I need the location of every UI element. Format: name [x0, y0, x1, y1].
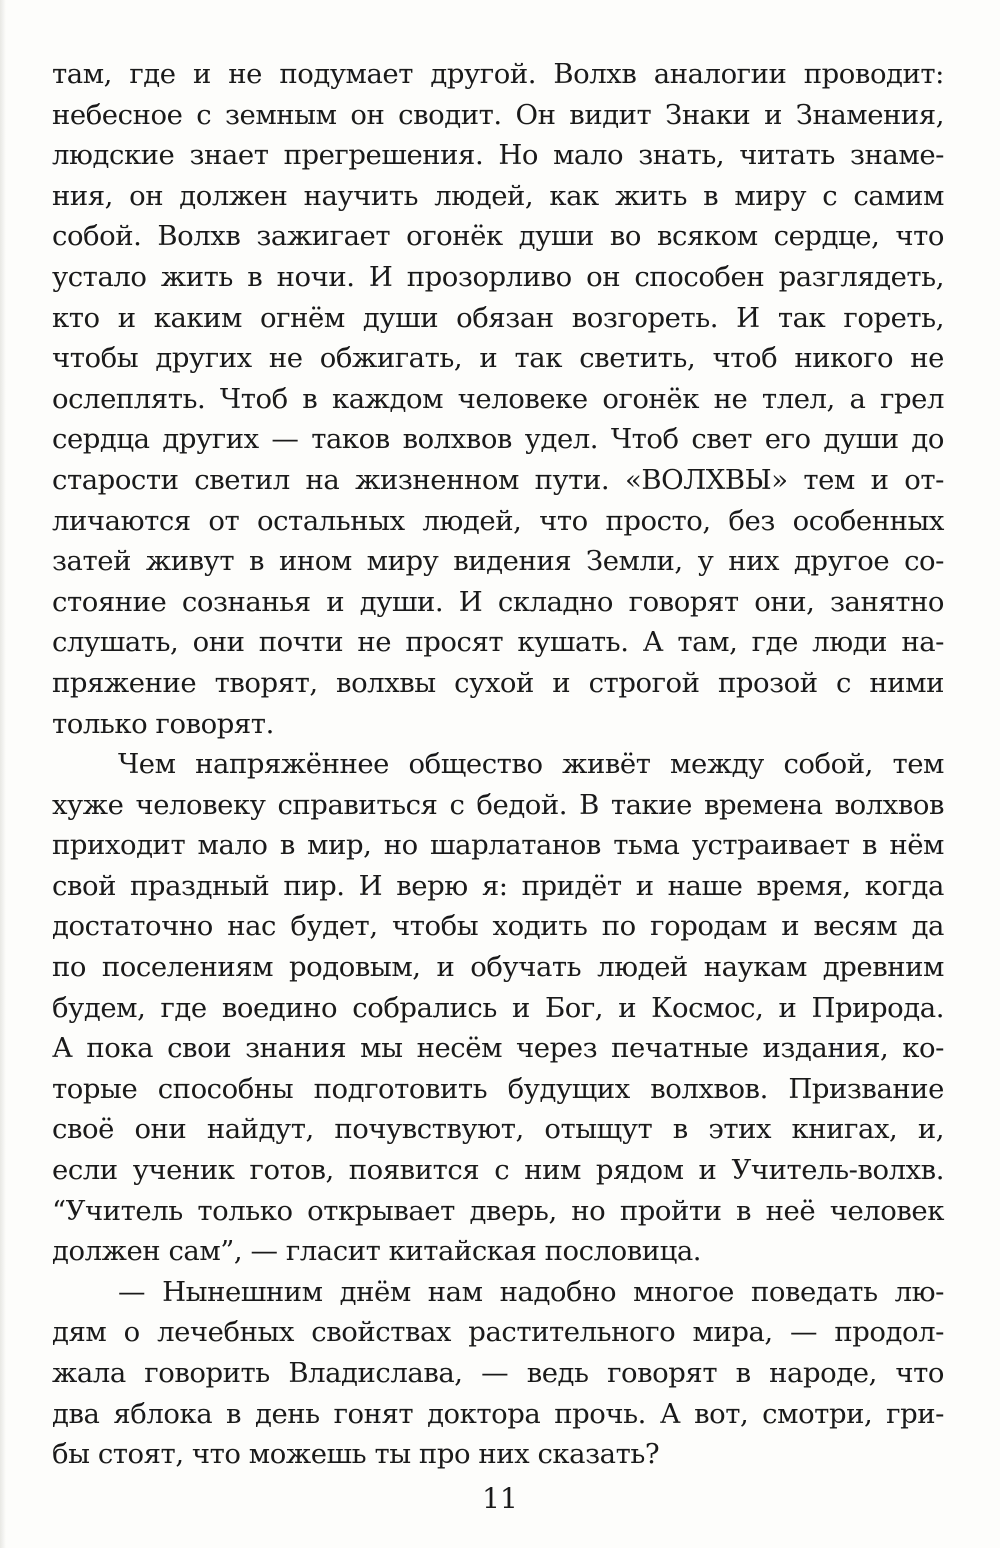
text-line: ослеплять. Чтоб в каждом человеке огонёк не тлел, а грел [52, 382, 944, 415]
text-line: кто и каким огнём души обязан возгореть. И так гореть, [52, 301, 944, 334]
text-line: жала говорить Владислава, — ведь говорят в народе, что [52, 1357, 944, 1389]
page-edge-shadow [0, 0, 6, 1548]
text-line: дям о лечебных свойствах растительного мира, — продол- [52, 1316, 944, 1349]
text-line: затей живут в ином миру видения Земли, у них другое со- [52, 545, 944, 578]
text-line: небесное с земным он сводит. Он видит Знаки и Знамения, [52, 98, 944, 131]
text-line: если ученик готов, появится с ним рядом и Учитель-волхв. [52, 1154, 944, 1187]
paragraph [52, 54, 944, 744]
text-line: старости светил на жизненном пути. «ВОЛХВЫ» тем и от- [52, 463, 944, 496]
page-number: 11 [482, 1482, 518, 1515]
text-line: Чем напряжённее общество живёт между собой, тем [118, 748, 944, 781]
text-line: хуже человеку справиться с бедой. В такие времена волхвов [52, 788, 944, 821]
text-line: А пока свои знания мы несём через печатные издания, ко- [52, 1032, 944, 1065]
text-line: личаются от остальных людей, что просто, без особенных [52, 504, 944, 537]
paragraph [52, 1272, 944, 1475]
text-line: ния, он должен научить людей, как жить в миру с самим [52, 179, 944, 212]
paragraph [52, 744, 944, 1272]
text-line: торые способны подготовить будущих волхвов. Призвание [52, 1072, 944, 1105]
text-line: стояние сознанья и души. И складно говорят они, занятно [52, 585, 944, 618]
text-line: свой праздный пир. И верю я: придёт и наше время, когда [52, 869, 944, 902]
body-text [52, 54, 944, 1475]
text-line: чтобы других не обжигать, и так светить, чтоб никого не [52, 342, 944, 375]
text-line: по поселениям родовым, и обучать людей наукам древним [52, 951, 944, 984]
text-line: собой. Волхв зажигает огонёк души во всяком сердце, что [52, 220, 944, 253]
text-line: достаточно нас будет, чтобы ходить по городам и весям да [52, 910, 944, 943]
text-line: должен сам”, — гласит китайская пословица. [52, 1235, 702, 1268]
text-line: бы стоят, что можешь ты про них сказать? [52, 1438, 660, 1471]
text-line: только говорят. [52, 707, 274, 740]
text-line: своё они найдут, почувствуют, отыщут в этих книгах, и, [52, 1113, 944, 1146]
text-line: устало жить в ночи. И прозорливо он способен разглядеть, [52, 260, 944, 293]
text-line: — Нынешним днём нам надобно многое поведать лю- [118, 1275, 944, 1308]
text-line: приходит мало в мир, но шарлатанов тьма устраивает в нём [52, 829, 944, 862]
text-line: слушать, они почти не просят кушать. А там, где люди на- [52, 626, 944, 659]
text-line: два яблока в день гонят доктора прочь. А вот, смотри, гри- [52, 1397, 944, 1430]
text-line: сердца других — таков волхвов удел. Чтоб свет его души до [52, 423, 944, 456]
text-line: “Учитель только открывает дверь, но пройти в неё человек [52, 1194, 944, 1227]
text-line: там, где и не подумает другой. Волхв аналогии проводит: [52, 58, 944, 90]
text-line: пряжение творят, волхвы сухой и строгой прозой с ними [52, 666, 944, 699]
text-line: людские знает прегрешения. Но мало знать, читать знаме- [52, 139, 944, 172]
text-line: будем, где воедино собрались и Бог, и Космос, и Природа. [52, 991, 944, 1024]
